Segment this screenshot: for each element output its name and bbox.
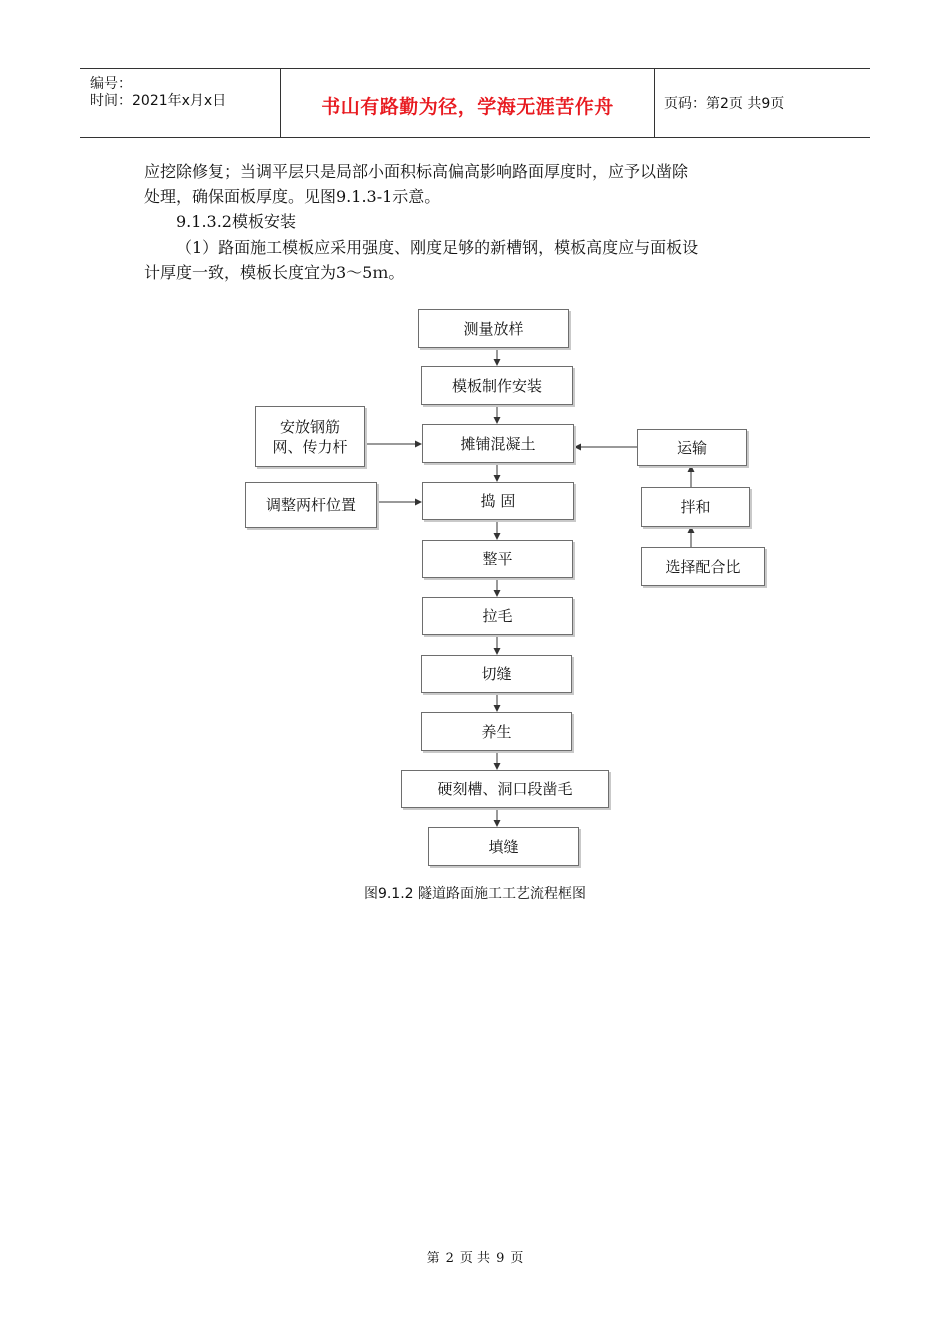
flow-step-joint-cutting: 切缝 bbox=[421, 655, 572, 693]
flow-step-texturing: 拉毛 bbox=[422, 597, 573, 635]
flow-side-transport: 运输 bbox=[637, 429, 747, 466]
footer-mid: 页 共 bbox=[459, 1251, 491, 1266]
motto: 书山有路勤为径，学海无涯苦作舟 bbox=[321, 96, 614, 118]
flow-step-grooving: 硬刻槽、洞口段凿毛 bbox=[401, 770, 609, 808]
body-line-1: 应挖除修复；当调平层只是局部小面积标高偏高影响路面厚度时，应予以凿除 bbox=[144, 162, 689, 181]
footer-page-number: 2 bbox=[445, 1251, 454, 1266]
rebar-mesh-line-2: 网、传力杆 bbox=[272, 437, 348, 456]
footer-total-pages: 9 bbox=[496, 1251, 505, 1266]
flow-step-tamping: 捣 固 bbox=[422, 482, 574, 520]
flow-side-mixing: 拌和 bbox=[641, 487, 750, 527]
body-line-2: 处理，确保面板厚度。见图9.1.3-1示意。 bbox=[144, 187, 441, 206]
code-label: 编号： bbox=[90, 76, 132, 92]
flow-side-adjust-bars: 调整两杆位置 bbox=[245, 482, 377, 528]
flow-side-rebar-mesh bbox=[255, 406, 365, 467]
time-text: 时间：2021年x月x日 bbox=[90, 93, 227, 109]
flow-step-formwork: 模板制作安装 bbox=[421, 366, 573, 405]
footer-suffix: 页 bbox=[510, 1251, 524, 1266]
flow-step-curing: 养生 bbox=[421, 712, 572, 751]
flow-step-paving: 摊铺混凝土 bbox=[422, 424, 574, 463]
figure-caption: 图9.1.2 隧道路面施工工艺流程框图 bbox=[363, 886, 587, 902]
flow-step-survey: 测量放样 bbox=[418, 309, 569, 348]
footer-prefix: 第 bbox=[426, 1251, 440, 1266]
page-footer bbox=[0, 1247, 950, 1266]
section-title: 9.1.3.2模板安装 bbox=[176, 212, 296, 231]
body-line-4: 计厚度一致，模板长度宜为3～5ｍ。 bbox=[144, 263, 405, 282]
flow-side-mix-ratio: 选择配合比 bbox=[641, 547, 765, 586]
body-line-3: （1）路面施工模板应采用强度、刚度足够的新槽钢，模板高度应与面板设 bbox=[176, 238, 699, 257]
flow-step-joint-filling: 填缝 bbox=[428, 827, 579, 866]
page-indicator: 页码：第2页 共9页 bbox=[664, 96, 785, 112]
flow-step-leveling: 整平 bbox=[422, 540, 573, 578]
rebar-mesh-line-1: 安放钢筋 bbox=[279, 417, 340, 436]
